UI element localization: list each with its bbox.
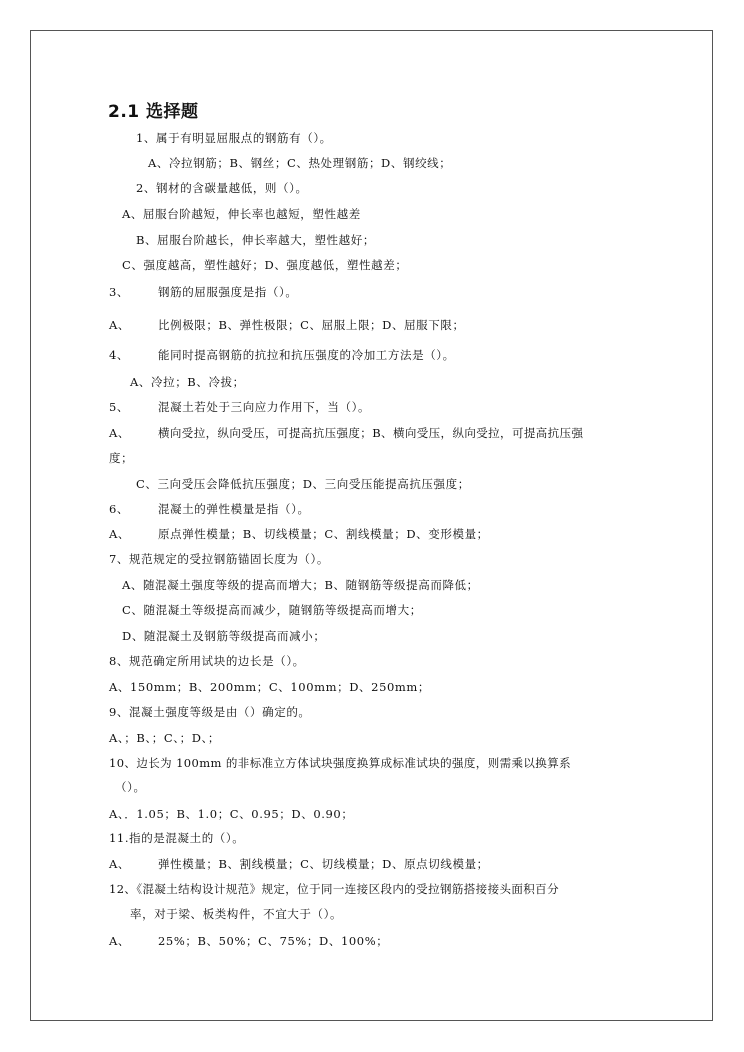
text-line: A、；B、；C、；D、； (109, 731, 220, 745)
text-line: A、．1.05；B、1.0；C、0.95；D、0.90； (109, 807, 354, 821)
text-line: 混凝土若处于三向应力作用下，当（）。 (158, 400, 371, 414)
text-line: A、冷拉；B、冷拔； (130, 375, 245, 389)
text-line: 9、混凝土强度等级是由（）确定的。 (109, 705, 311, 719)
text-line: 比例极限；B、弹性极限；C、屈服上限；D、屈服下限； (158, 318, 465, 332)
text-line: 1、属于有明显屈服点的钢筋有（）。 (136, 131, 332, 145)
text-line: 5、 (109, 400, 130, 414)
text-line: 3、 (109, 285, 130, 299)
text-line: （）。 (115, 780, 146, 794)
text-line: 原点弹性模量；B、切线模量；C、割线模量；D、变形模量； (158, 527, 489, 541)
text-line: 25%；B、50%；C、75%；D、100%； (158, 934, 389, 948)
text-line: 2、钢材的含碳量越低，则（）。 (136, 181, 308, 195)
text-line: 7、规范规定的受拉钢筋锚固长度为（）。 (109, 552, 329, 566)
text-line: A、 (109, 934, 131, 948)
page-border (30, 30, 713, 1021)
text-line: 6、 (109, 502, 130, 516)
text-line: 混凝土的弹性模量是指（）。 (158, 502, 310, 516)
text-line: A、 (109, 426, 131, 440)
text-line: C、三向受压会降低抗压强度；D、三向受压能提高抗压强度； (136, 477, 470, 491)
text-line: 度； (109, 451, 134, 465)
text-line: 率，对于梁、板类构件，不宜大于（）。 (130, 907, 343, 921)
text-line: 横向受拉，纵向受压，可提高抗压强度；B、横向受压，纵向受拉，可提高抗压强 (158, 426, 584, 440)
text-line: A、冷拉钢筋；B、钢丝；C、热处理钢筋；D、钢绞线； (148, 156, 452, 170)
text-line: A、随混凝土强度等级的提高而增大；B、随钢筋等级提高而降低； (122, 578, 479, 592)
text-line: A、屈服台阶越短，伸长率也越短，塑性越差 (122, 207, 361, 221)
text-line: B、屈服台阶越长，伸长率越大，塑性越好； (136, 233, 375, 247)
text-line: 能同时提高钢筋的抗拉和抗压强度的冷加工方法是（）。 (158, 348, 455, 362)
section-title: 2.1 选择题 (108, 102, 199, 122)
text-line: 11.指的是混凝土的（）。 (109, 831, 245, 845)
text-line: 12、《混凝土结构设计规范》规定，位于同一连接区段内的受拉钢筋搭接接头面积百分 (109, 882, 559, 896)
text-line: 4、 (109, 348, 130, 362)
text-line: A、 (109, 857, 131, 871)
text-line: A、 (109, 318, 131, 332)
text-line: 8、规范确定所用试块的边长是（）。 (109, 654, 305, 668)
text-line: 10、边长为 100mm 的非标准立方体试块强度换算成标准试块的强度，则需乘以换算系 (109, 756, 571, 770)
text-line: A、 (109, 527, 131, 541)
text-line: 弹性模量；B、割线模量；C、切线模量；D、原点切线模量； (158, 857, 489, 871)
text-line: D、随混凝土及钢筋等级提高而减小； (122, 629, 326, 643)
text-line: 钢筋的屈服强度是指（）。 (158, 285, 298, 299)
text-line: C、强度越高，塑性越好；D、强度越低，塑性越差； (122, 258, 408, 272)
text-line: C、随混凝土等级提高而减少，随钢筋等级提高而增大； (122, 603, 422, 617)
text-line: A、150mm；B、200mm；C、100mm；D、250mm； (109, 680, 431, 694)
